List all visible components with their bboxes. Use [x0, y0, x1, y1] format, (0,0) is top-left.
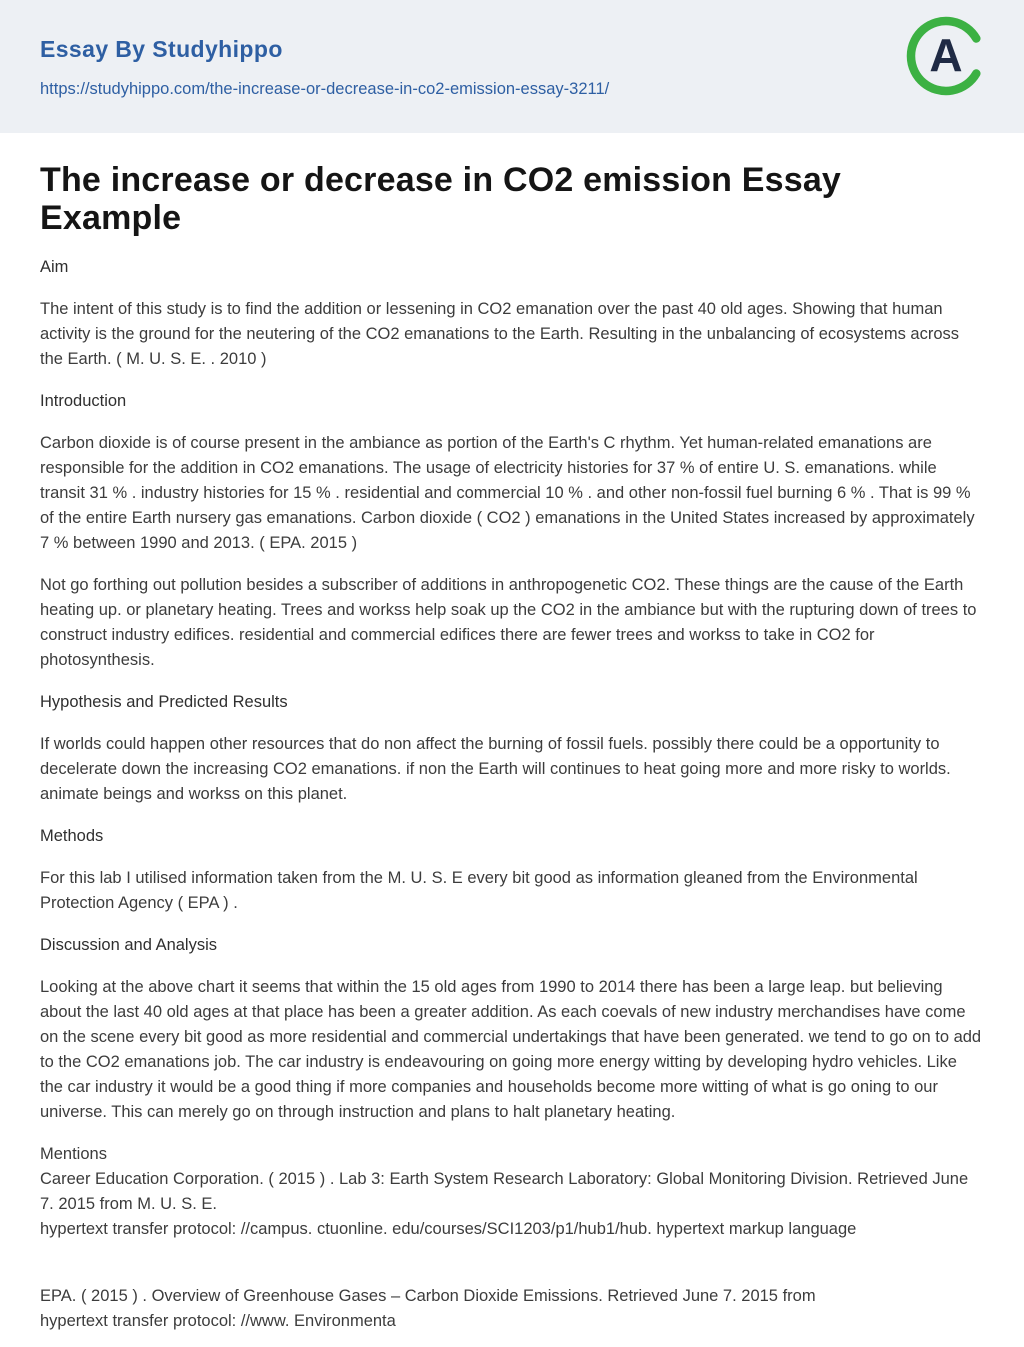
essay-section-methods — [40, 824, 984, 916]
reference-line: hypertext transfer protocol: //campus. ctuonline. edu/courses/SCI1203/p1/hub1/hub. hypertext markup language — [40, 1219, 857, 1238]
section-heading-hypothesis: Hypothesis and Predicted Results — [40, 692, 288, 711]
essay-content — [0, 133, 1024, 1334]
paragraph: The intent of this study is to find the addition or lessening in CO2 emanation over the past 40 old ages. Showing that human activity is the ground for the neutering of the CO2 emanations to the Earth. Resulting in the unbalancing of ecosystems across the Earth. ( M. U. S. E. . 2010 ) — [40, 299, 960, 368]
reference-line: Career Education Corporation. ( 2015 ) . Lab 3: Earth System Research Laboratory: Global Monitoring Division. Retrieved June 7. 2015 from M. U. S. E. — [40, 1169, 969, 1213]
paragraph: Not go forthing out pollution besides a subscriber of additions in anthropogenetic CO2. These things are the cause of the Earth heating up. or planetary heating. Trees and workss help soak up the CO2 in the ambiance but with the rupturing down of trees to construct industry edifices. residential and commercial edifices there are fewer trees and workss to take in CO2 for photosynthesis. — [40, 575, 977, 669]
reference-line: EPA. ( 2015 ) . Overview of Greenhouse Gases – Carbon Dioxide Emissions. Retrieved June 7. 2015 from — [40, 1286, 816, 1305]
section-heading-methods: Methods — [40, 826, 104, 845]
references-section — [40, 1142, 984, 1242]
references-section-epa — [40, 1284, 984, 1334]
logo-letter: A — [929, 29, 963, 81]
section-heading-discussion: Discussion and Analysis — [40, 935, 218, 954]
essay-section-discussion — [40, 933, 984, 1125]
site-title: Essay By Studyhippo — [40, 36, 283, 62]
paragraph: Carbon dioxide is of course present in the ambiance as portion of the Earth's C rhythm. Yet human-related emanations are responsible for the addition in CO2 emanations. The usage of electricity histories for 37 % of entire U. S. emanations. while transit 31 % . industry histories for 15 % . residential and commercial 10 % . and other non-fossil fuel burning 6 % . That is 99 % of the entire Earth nursery gas emanations. Carbon dioxide ( CO2 ) emanations in the United States increased by approximately 7 % between 1990 and 2013. ( EPA. 2015 ) — [40, 433, 975, 552]
paragraph: Looking at the above chart it seems that within the 15 old ages from 1990 to 2014 there has been a large leap. but believing about the last 40 old ages at that place has been a greater addition. As each coevals of new industry merchandises have come on the scene every bit good as more residential and commercial undertakings that have been generated. we tend to go on to add to the CO2 emanations job. The car industry is endeavouring on going more energy witting by developing hydro vehicles. Like the car industry it would be a good thing if more companies and households become more witting of what is go oning to our universe. This can merely go on through instruction and plans to halt planetary heating. — [40, 977, 982, 1121]
essay-section-hypothesis — [40, 690, 984, 807]
reference-line: hypertext transfer protocol: //www. Environmenta — [40, 1311, 396, 1330]
essay-title: The increase or decrease in CO2 emission Essay Example — [40, 161, 842, 238]
section-heading-mentions: Mentions — [40, 1144, 107, 1163]
essay-section-introduction — [40, 389, 984, 673]
source-url-link[interactable]: https://studyhippo.com/the-increase-or-decrease-in-co2-emission-essay-3211/ — [40, 80, 610, 98]
studyhippo-logo — [906, 16, 986, 96]
section-heading-aim: Aim — [40, 257, 69, 276]
essay-section-aim — [40, 255, 984, 372]
page-header — [0, 0, 1024, 133]
paragraph: If worlds could happen other resources that do non affect the burning of fossil fuels. possibly there could be a opportunity to decelerate down the increasing CO2 emanations. if non the Earth will continues to heat going more and more risky to worlds. animate beings and workss on this planet. — [40, 734, 951, 803]
section-heading-introduction: Introduction — [40, 391, 127, 410]
paragraph: For this lab I utilised information taken from the M. U. S. E every bit good as information gleaned from the Environmental Protection Agency ( EPA ) . — [40, 868, 918, 912]
logo-a-icon — [906, 16, 986, 96]
